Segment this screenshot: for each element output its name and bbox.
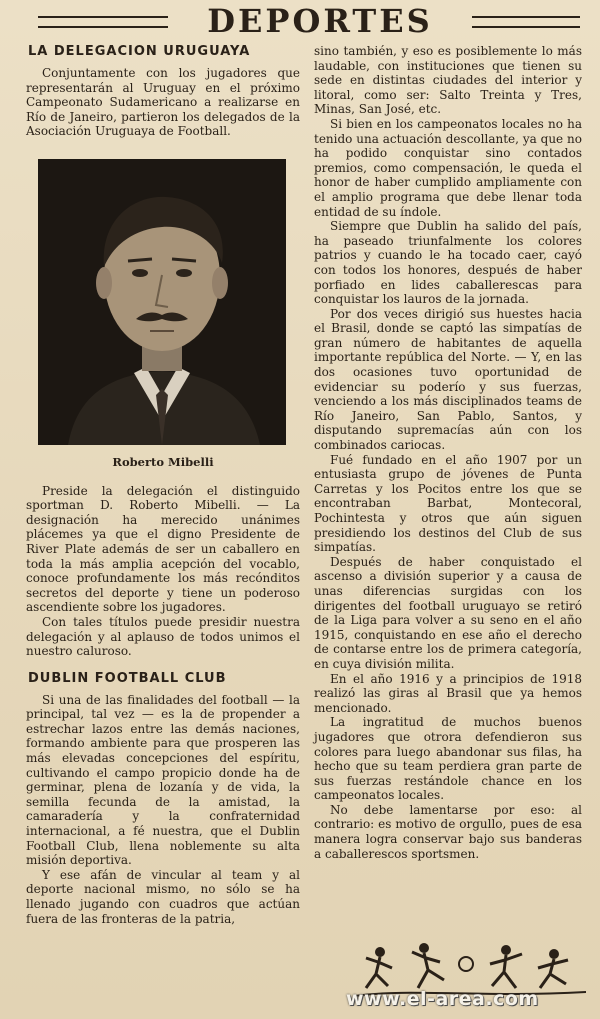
article2-paragraph: Fué fundado en el año 1907 por un entusiasta grupo de jóvenes de Punta Carretas y los Pocitos entre los que se encontraban Barbat, Montecoral, Pochintesta y otros que aún siguen presidiendo los destinos del Club de sus simpatías.: [314, 452, 582, 555]
section-header: [0, 2, 600, 40]
article1-paragraph: Preside la delegación el distinguido sportman D. Roberto Mibelli. — La designación ha merecido unánimes plácemes ya que el digno Presidente de River Plate además de ser un caballero en toda la más amplia acepción del vocablo, conoce profundamente los más recónditos secretos del deporte y tiene un poderoso ascendiente sobre los jugadores.: [26, 483, 300, 615]
header-rule-left: [38, 16, 168, 28]
watermark-text: www.el-area.com: [346, 988, 539, 1010]
article2-paragraph: Después de haber conquistado el ascenso a división superior y a causa de unas diferencias surgidas con los dirigentes del football uruguayo se retiró de la Liga para volver a su seno en el año 1915, conquistando en ese año el derecho de contarse entre los de primera categoría, en cuya división milita.: [314, 554, 582, 671]
portrait-photo: [38, 159, 286, 445]
article2-paragraph: Por dos veces dirigió sus huestes hacia el Brasil, donde se captó las simpatías de gran número de habitantes de aquella importante república del Norte. — Y, en las dos ocasiones tuvo oportunidad de evidenciar su poderío y sus fuerzas, venciendo a los más disciplinados teams de Río Janeiro, San Pablo, Santos, y disputando supremacías aún con los combinados cariocas.: [314, 306, 582, 453]
article2-paragraph: Siempre que Dublin ha salido del país, ha paseado triunfalmente los colores patrios y cuando le ha tocado caer, cayó con todos los honores, después de haber porfiado en lides caballerescas para conquistar los lauros de la jornada.: [314, 219, 582, 307]
article2-paragraph: sino también, y eso es posiblemente lo más laudable, con instituciones que tienen su sede en distintas ciudades del interior y litoral, como ser: Salto Treinta y Tres, Minas, San José, etc.: [314, 44, 582, 117]
right-column: [314, 44, 582, 861]
article2-paragraph: Si bien en los campeonatos locales no ha tenido una actuación descollante, ya que no ha podido conquistar sino contados premios, como compensación, le queda el honor de haber cumplido ampliamente con el amplio programa que debe llenar toda entidad de su índole.: [314, 116, 582, 219]
article2-paragraph: Y ese afán de vincular al team y al deporte nacional mismo, no sólo se ha llenado jugando con cuadros que actúan fuera de las fronteras de la patria,: [26, 867, 300, 926]
article2-headline: DUBLIN FOOTBALL CLUB: [28, 670, 227, 686]
article1-paragraph: Con tales títulos puede presidir nuestra delegación y al aplauso de todos unimos el nuestro caluroso.: [26, 614, 300, 659]
article2-paragraph: En el año 1916 y a principios de 1918 realizó las giras al Brasil que ya hemos mencionado.: [314, 671, 582, 715]
article1-headline: LA DELEGACION URUGUAYA: [28, 44, 251, 59]
article2-paragraph: La ingratitud de muchos buenos jugadores que otrora defendieron sus colores para luego abandonar sus filas, ha hecho que su team perdiera gran parte de sus fuerzas restándole chance en los campeonatos locales.: [314, 715, 582, 803]
article2-paragraph: No debe lamentarse por eso: al contrario: es motivo de orgullo, pues de esa manera logra conservar bajo sus banderas a caballerescos sportsmen.: [314, 802, 582, 861]
article1-paragraph: Conjuntamente con los jugadores que representarán al Uruguay en el próximo Campeonato Sudamericano a realizarse en Río de Janeiro, partieron los delegados de la Asociación Uruguaya de Football.: [26, 66, 300, 139]
header-rule-right: [472, 16, 580, 28]
article2-paragraph: Si una de las finalidades del football — la principal, tal vez — es la de propender a estrechar lazos entre las demás naciones, formando ambiente para que prosperen las más elevadas concepciones del espíritu, cultivando el campo propicio donde ha de germinar, plena de lozanía y de vida, la semilla fecunda de la amistad, la camaradería y la confraternidad internacional, a fé nuestra, que el Dublin Football Club, llena noblemente su alta misión deportiva.: [26, 692, 300, 868]
photo-caption: Roberto Mibelli: [112, 454, 214, 469]
section-title: DEPORTES: [207, 2, 433, 40]
left-column: [26, 44, 300, 926]
portrait-image: [38, 159, 286, 445]
